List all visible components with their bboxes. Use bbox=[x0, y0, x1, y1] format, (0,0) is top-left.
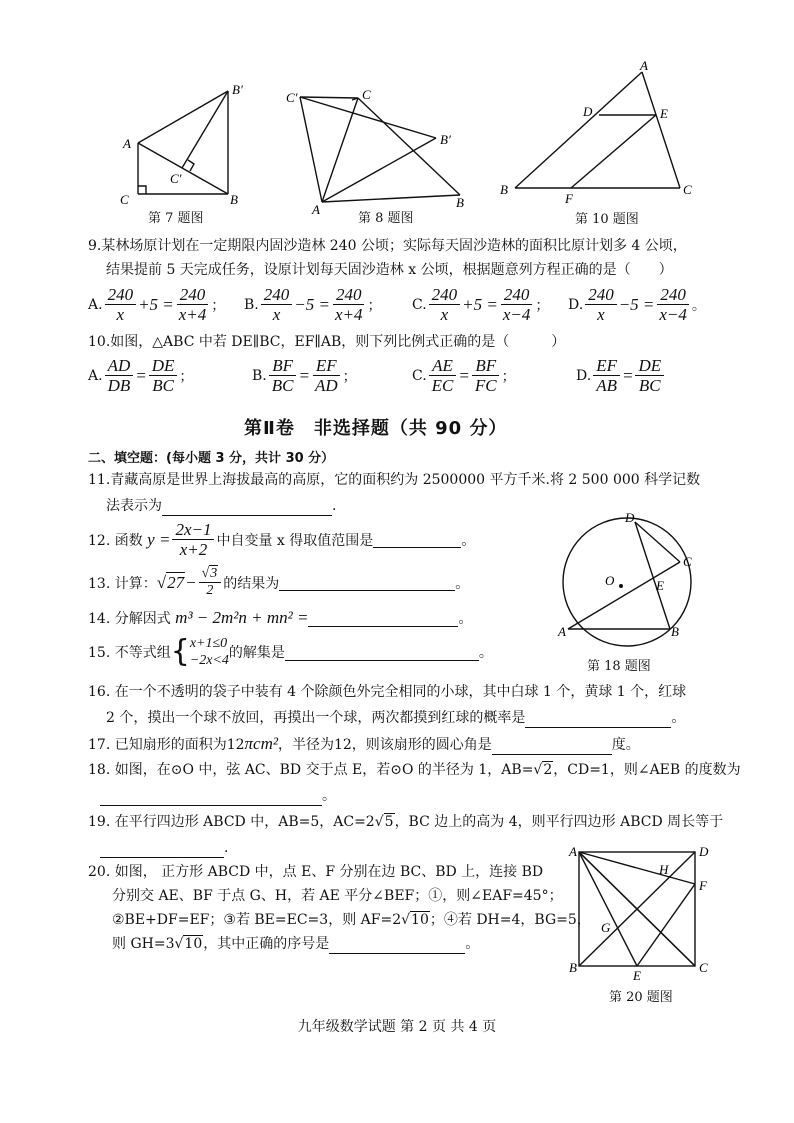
q9-option-b: B. $\frac{240}{x}$ −5 = $\frac{240}{x+4}$ ； bbox=[244, 285, 382, 324]
q13-answer-blank[interactable] bbox=[279, 574, 455, 591]
fig8-label-c: C bbox=[362, 87, 371, 102]
fig8-label-b: B bbox=[456, 195, 464, 210]
q16-answer-blank[interactable] bbox=[525, 711, 671, 728]
fig10-label-a: A bbox=[640, 58, 648, 73]
figure-10-caption: 第 10 题图 bbox=[575, 212, 639, 227]
q18-answer-blank[interactable] bbox=[100, 789, 322, 806]
figure-20 bbox=[565, 840, 725, 1010]
q11-line1: 11.青藏高原是世界上海拔最高的高原，它的面积约为 2500000 平方千米.将 2 500 000 科学记数 bbox=[88, 472, 701, 488]
q19-answer-blank[interactable] bbox=[100, 841, 224, 858]
fig18-label-e: E bbox=[656, 578, 664, 593]
q20-line1: 20. 如图， 正方形 ABCD 中，点 E、F 分别在边 BC、BD 上，连接 BD bbox=[88, 864, 544, 880]
fig7-label-c: C bbox=[120, 192, 129, 207]
q12: 12. 函数 y = $\frac{2x-1}{x+2}$ 中自变量 x 得取值范围是 。 bbox=[88, 520, 476, 559]
fig20-label-c: C bbox=[699, 960, 708, 975]
q19-line1: 19. 在平行四边形 ABCD 中，AB=5，AC=2√5，BC 边上的高为 4，则平行四边形 ABCD 周长等于 bbox=[88, 814, 724, 830]
figure-10 bbox=[495, 58, 705, 228]
fig10-label-b: B bbox=[500, 182, 508, 197]
q10-option-b: B. $\frac{BF}{BC}$ = $\frac{EF}{AD}$ ； bbox=[252, 356, 357, 395]
fig8-label-cp: C′ bbox=[286, 90, 298, 105]
q9-line2: 结果提前 5 天完成任务，设原计划每天固沙造林 x 公顷，根据题意列方程正确的是（ ） bbox=[106, 262, 673, 278]
fig8-label-bp: B′ bbox=[440, 132, 451, 147]
fig18-label-d: D bbox=[625, 510, 635, 525]
figure-20-caption: 第 20 题图 bbox=[609, 990, 673, 1005]
q17: 17. 已知扇形的面积为12πcm²，半径为12，则该扇形的圆心角是 度。 bbox=[88, 734, 640, 753]
fig7-label-cp: C′ bbox=[170, 171, 182, 186]
fig10-label-c: C bbox=[683, 182, 692, 197]
q15-answer-blank[interactable] bbox=[285, 644, 479, 661]
fig18-label-b: B bbox=[671, 624, 679, 639]
fig10-label-e: E bbox=[660, 106, 668, 121]
fig20-label-h: H bbox=[659, 862, 669, 877]
q20-answer-blank[interactable] bbox=[329, 937, 465, 954]
figure-10-drawing bbox=[495, 58, 705, 228]
q19-line2: . bbox=[100, 838, 228, 858]
fig20-label-d: D bbox=[699, 844, 709, 859]
fig20-label-g: G bbox=[601, 920, 611, 935]
fig8-label-a: A bbox=[312, 202, 320, 217]
q18-line1: 18. 如图，在⊙O 中，弦 AC、BD 交于点 E，若⊙O 的半径为 1，AB=√2，CD=1，则∠AEB 的度数为 bbox=[88, 762, 741, 778]
q9-option-d: D. $\frac{240}{x}$ −5 = $\frac{240}{x-4}$ 。 bbox=[568, 285, 706, 324]
q17-answer-blank[interactable] bbox=[492, 738, 612, 755]
figure-18 bbox=[555, 505, 715, 675]
fig18-label-o: O bbox=[605, 573, 615, 588]
fig20-label-b: B bbox=[569, 960, 577, 975]
fig7-label-bp: B′ bbox=[232, 82, 243, 97]
figure-18-caption: 第 18 题图 bbox=[587, 659, 651, 674]
figure-8-caption: 第 8 题图 bbox=[358, 211, 414, 226]
q18-line2: 。 bbox=[100, 786, 336, 806]
q20-line4: 则 GH=3√10，其中正确的序号是 。 bbox=[112, 936, 480, 952]
q9-option-a: A. $\frac{240}{x}$ +5 = $\frac{240}{x+4}$ ； bbox=[88, 285, 226, 324]
fig10-label-f: F bbox=[565, 191, 573, 206]
q10-option-d: D. $\frac{EF}{AB}$ = $\frac{DE}{BC}$ bbox=[576, 356, 666, 395]
q13: 13. 计算： √ 27 − $\frac{√3}{2}$ 的结果为 。 bbox=[88, 566, 470, 598]
q20-line3: ②BE+DF=EF；③若 BE=EC=3，则 AF=2√10；④若 DH=4，BG=5， bbox=[112, 912, 591, 928]
fig10-label-d: D bbox=[583, 104, 593, 119]
q10-option-c: C. $\frac{AE}{EC}$ = $\frac{BF}{FC}$ ； bbox=[412, 356, 516, 395]
figure-7 bbox=[112, 80, 262, 225]
fig18-label-c: C bbox=[683, 554, 692, 569]
figure-8 bbox=[282, 80, 482, 225]
figure-7-caption: 第 7 题图 bbox=[148, 211, 204, 226]
section-2-subtitle: 二、填空题：(每小题 3 分，共计 30 分） bbox=[88, 451, 335, 466]
q10-option-a: A. $\frac{AD}{DB}$ = $\frac{DE}{BC}$ ； bbox=[88, 356, 194, 395]
fig20-label-e: E bbox=[633, 968, 641, 983]
q10-line1: 10.如图，△ABC 中若 DE∥BC，EF∥AB，则下列比例式正确的是（ ） bbox=[88, 334, 566, 350]
q11-answer-blank[interactable] bbox=[162, 499, 332, 516]
section-2-title: 第Ⅱ卷 非选择题（共 90 分） bbox=[244, 418, 508, 439]
q16-line2: 2 个，摸出一个球不放回，再摸出一个球，两次都摸到红球的概率是 。 bbox=[106, 710, 686, 726]
q15: 15. 不等式组 { x+1≤0 −2x<4 的解集是 。 bbox=[88, 634, 493, 669]
fig18-label-a: A bbox=[558, 624, 566, 639]
fig20-label-f: F bbox=[699, 878, 707, 893]
figure-18-drawing bbox=[555, 505, 715, 675]
q14: 14. 分解因式 m³ − 2m²n + mn² = 。 bbox=[88, 608, 473, 627]
q11-line2: 法表示为 . bbox=[106, 498, 337, 514]
q16-line1: 16. 在一个不透明的袋子中装有 4 个除颜色外完全相同的小球，其中白球 1 个，黄球 1 个，红球 bbox=[88, 684, 687, 700]
fig7-label-b: B bbox=[230, 192, 238, 207]
figure-8-drawing bbox=[282, 80, 482, 225]
fig20-label-a: A bbox=[569, 844, 577, 859]
figure-20-drawing bbox=[565, 840, 725, 1010]
fig7-label-a: A bbox=[123, 136, 131, 151]
page-footer: 九年级数学试题 第 2 页 共 4 页 bbox=[297, 1019, 497, 1035]
figure-7-drawing bbox=[112, 80, 262, 225]
q20-line2: 分别交 AE、BF 于点 G、H，若 AE 平分∠BEF；①，则∠EAF=45°； bbox=[112, 888, 563, 904]
q12-answer-blank[interactable] bbox=[373, 531, 461, 548]
q14-answer-blank[interactable] bbox=[308, 610, 458, 627]
q9-line1: 9.某林场原计划在一定期限内固沙造林 240 公顷；实际每天固沙造林的面积比原计划多 4 公顷， bbox=[88, 238, 687, 254]
q9-option-c: C. $\frac{240}{x}$ +5 = $\frac{240}{x-4}$ ； bbox=[412, 285, 550, 324]
